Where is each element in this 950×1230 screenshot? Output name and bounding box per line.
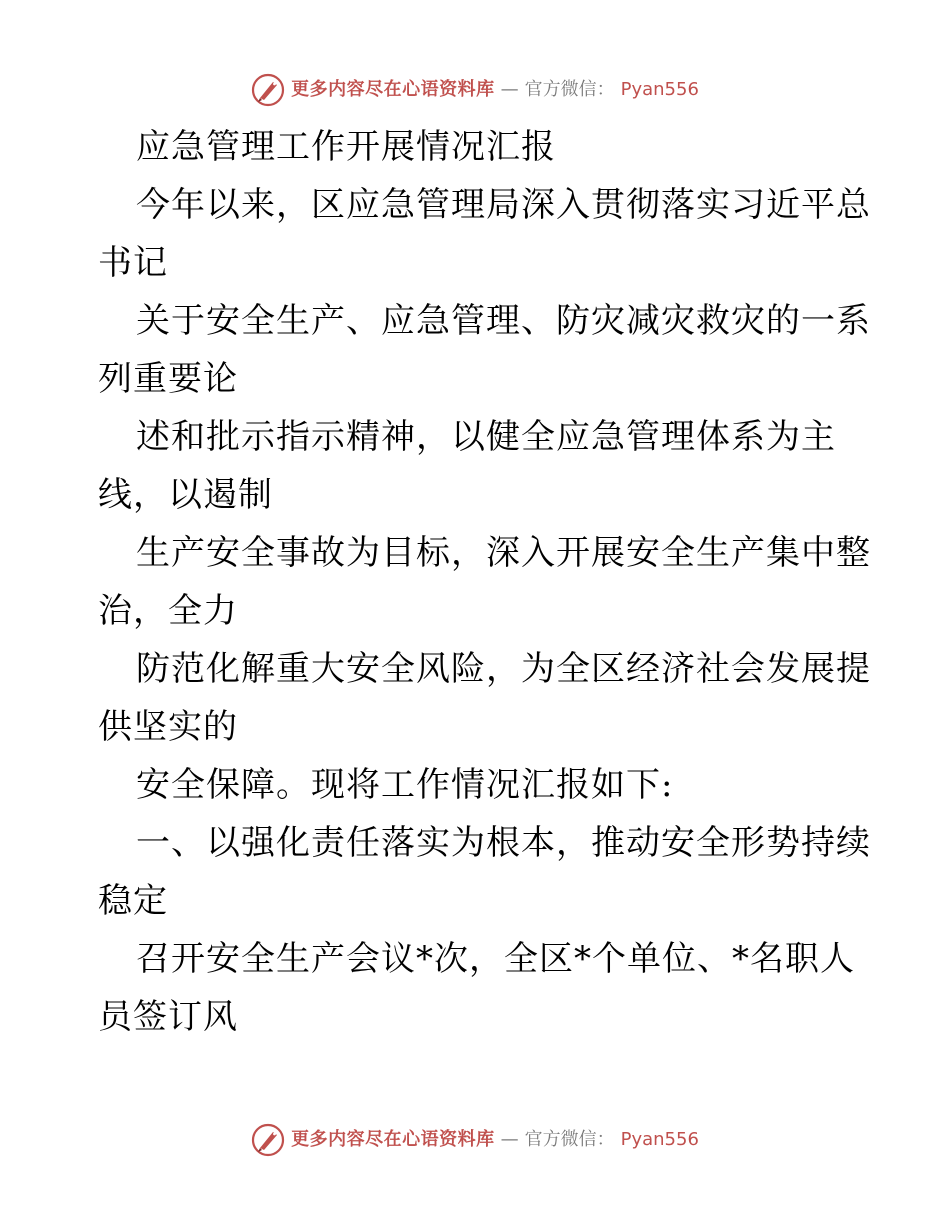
text-line: 供坚实的 (98, 707, 238, 747)
text-line: 稳定 (98, 881, 168, 921)
text-line: 线，以遏制 (98, 475, 273, 515)
watermark-handle: Pyan556 (620, 79, 699, 100)
text-line: 防范化解重大安全风险，为全区经济社会发展提 (136, 649, 871, 689)
text-line: 员签订风 (98, 997, 238, 1037)
document-title: 应急管理工作开展情况汇报 (136, 127, 556, 167)
footer-watermark (0, 1118, 950, 1162)
section-heading: 一、以强化责任落实为根本，推动安全形势持续 (136, 823, 871, 863)
watermark-site-text: 更多内容尽在心语资料库 (291, 1129, 495, 1150)
watermark-site-text: 更多内容尽在心语资料库 (291, 79, 495, 100)
header-watermark (0, 68, 950, 112)
watermark-dash: — (500, 79, 519, 100)
text-line: 安全保障。现将工作情况汇报如下: (136, 765, 674, 805)
pen-logo-icon (251, 1123, 285, 1157)
watermark-label: 官方微信： (524, 79, 615, 100)
document-body (98, 118, 871, 1046)
text-line: 召开安全生产会议*次，全区*个单位、*名职人 (136, 939, 855, 979)
text-line: 治，全力 (98, 591, 238, 631)
watermark-label: 官方微信： (524, 1129, 615, 1150)
watermark-dash: — (500, 1129, 519, 1150)
pen-logo-icon (251, 73, 285, 107)
text-line: 书记 (98, 243, 168, 283)
text-line: 生产安全事故为目标，深入开展安全生产集中整 (136, 533, 871, 573)
text-line: 述和批示指示精神，以健全应急管理体系为主 (136, 417, 836, 457)
text-line: 列重要论 (98, 359, 238, 399)
watermark-handle: Pyan556 (620, 1129, 699, 1150)
text-line: 关于安全生产、应急管理、防灾减灾救灾的一系 (136, 301, 871, 341)
text-line: 今年以来，区应急管理局深入贯彻落实习近平总 (136, 185, 871, 225)
